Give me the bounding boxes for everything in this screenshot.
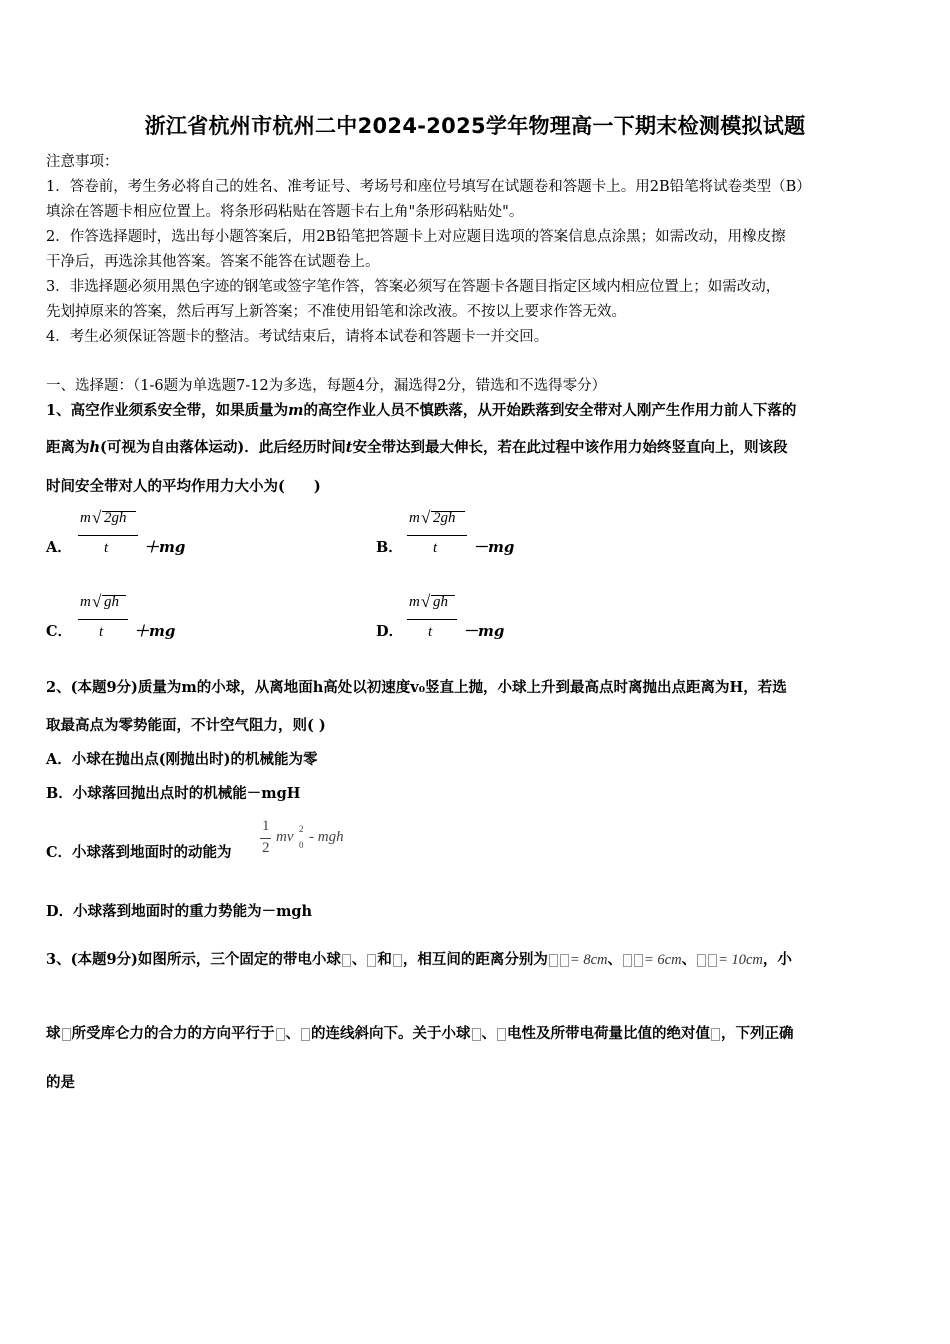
- fraction-numerator-m: m: [409, 594, 420, 610]
- q1-text: 距离为: [46, 439, 90, 456]
- q2-option-c[interactable]: [46, 843, 232, 863]
- distance-1: = 8cm: [569, 952, 608, 968]
- fraction-bar: [407, 619, 457, 620]
- page-title: 浙江省杭州市杭州二中2024-2025学年物理高一下期末检测模拟试题: [144, 114, 806, 138]
- q3-text: 球: [46, 1025, 61, 1042]
- charge-b-symbol: [301, 1028, 310, 1041]
- fraction-radicand: gh: [433, 594, 448, 610]
- formula-numerator: 1: [262, 818, 270, 834]
- point-symbol: [623, 954, 632, 967]
- point-symbol: [634, 954, 643, 967]
- q1-text: (可视为自由落体运动)．此后经历时间: [100, 439, 346, 456]
- q1-option-a-tail: ＋mg: [144, 538, 186, 556]
- sqrt-sign: √: [92, 592, 102, 611]
- distance-2: = 6cm: [643, 952, 682, 968]
- charge-c-symbol: [393, 954, 402, 967]
- formula-mv: mv: [276, 829, 294, 845]
- q3-text: ，下列正确: [721, 1025, 794, 1042]
- charge-a-symbol: [276, 1028, 285, 1041]
- fraction-radicand: 2gh: [433, 510, 456, 526]
- fraction-denominator: t: [104, 540, 109, 556]
- charge-c-symbol: [62, 1028, 71, 1041]
- charge-a-symbol: [472, 1028, 481, 1041]
- fraction-bar: [407, 535, 467, 536]
- q3-stem-line3: 的是: [46, 1074, 75, 1091]
- q1-option-a-fraction: [78, 510, 140, 560]
- ratio-k-symbol: [711, 1028, 720, 1041]
- q2-option-a[interactable]: A．小球在抛出点(刚抛出时)的机械能为零: [46, 751, 318, 768]
- q3-text: 、: [351, 951, 367, 968]
- q1-var-t: t: [345, 439, 353, 456]
- q1-option-d-fraction: [407, 594, 459, 644]
- fraction-radicand: 2gh: [104, 510, 127, 526]
- fraction-numerator-m: m: [80, 594, 91, 610]
- notice-heading: 注意事项：: [46, 154, 119, 170]
- q1-option-d-label[interactable]: D．: [376, 623, 404, 640]
- sqrt-sign: √: [421, 508, 431, 527]
- fraction-bar: [78, 619, 128, 620]
- q1-var-h: h: [89, 439, 101, 456]
- q3-text: 所受库仑力的合力的方向平行于: [71, 1025, 275, 1042]
- q1-text: 1、高空作业须系安全带，如果质量为: [46, 402, 289, 419]
- point-symbol: [708, 954, 717, 967]
- q1-option-c-label[interactable]: C．: [46, 623, 73, 640]
- q2-option-d[interactable]: D．小球落到地面时的重力势能为－mgh: [46, 903, 313, 920]
- q3-text: 3、(本题9分)如图所示，三个固定的带电小球: [46, 951, 341, 968]
- q3-text: ，相互间的距离分别为: [402, 951, 548, 968]
- point-symbol: [697, 954, 706, 967]
- formula-bar: [260, 838, 271, 839]
- q1-stem-line2: [46, 438, 787, 458]
- section-heading: 一、选择题：（1-6题为单选题7-12为多选，每题4分，漏选得2分，错选和不选得零分）: [46, 378, 607, 394]
- charge-a-symbol: [342, 954, 351, 967]
- q1-text: 安全带达到最大伸长，若在此过程中该作用力始终竖直向上，则该段: [352, 439, 788, 456]
- fraction-numerator-m: m: [409, 510, 420, 526]
- charge-b-symbol: [367, 954, 376, 967]
- q1-option-a-label[interactable]: A．: [46, 539, 72, 556]
- q1-option-d-tail: －mg: [463, 622, 505, 640]
- fraction-numerator-m: m: [80, 510, 91, 526]
- sqrt-sign: √: [421, 592, 431, 611]
- distance-3: = 10cm: [718, 952, 763, 968]
- formula-superscript: 2: [299, 824, 304, 834]
- fraction-denominator: t: [99, 624, 104, 640]
- notice-line: 先划掉原来的答案，然后再写上新答案；不准使用铅笔和涂改液。不按以上要求作答无效。: [46, 304, 626, 320]
- charge-b-symbol: [497, 1028, 506, 1041]
- q3-text: 电性及所带电荷量比值的绝对值: [507, 1025, 710, 1042]
- fraction-denominator: t: [428, 624, 433, 640]
- q2-stem-line2: 取最高点为零势能面，不计空气阻力，则( ): [46, 717, 326, 734]
- notice-line: 干净后，再选涂其他答案。答案不能答在试题卷上。: [46, 254, 380, 270]
- q1-option-c-tail: ＋mg: [134, 622, 176, 640]
- q3-text: ，小: [762, 951, 792, 968]
- notice-line: 填涂在答题卡相应位置上。将条形码粘贴在答题卡右上角"条形码粘贴处"。: [46, 204, 524, 220]
- q3-text: 的连线斜向下。关于小球: [311, 1025, 471, 1042]
- q1-stem-line3: 时间安全带对人的平均作用力大小为( ): [46, 478, 321, 495]
- q2-option-c-text: C．小球落到地面时的动能为: [46, 844, 232, 861]
- fraction-bar: [78, 535, 138, 536]
- q1-option-b-tail: －mg: [473, 538, 515, 556]
- q1-option-b-fraction: [407, 510, 469, 560]
- sqrt-sign: √: [92, 508, 102, 527]
- notice-line: 1．答卷前，考生务必将自己的姓名、准考证号、考场号和座位号填写在试题卷和答题卡上。用2B铅笔将试卷类型（B）: [46, 179, 811, 195]
- q1-var-m: m: [288, 402, 304, 419]
- formula-subscript: 0: [299, 840, 304, 850]
- q1-option-b-label[interactable]: B．: [376, 539, 403, 556]
- fraction-denominator: t: [433, 540, 438, 556]
- q3-stem-line2: 球 所受库仑力的合力的方向平行于 、 的连线斜向下。关于小球 、 电性及所带电荷量比值的绝对值 ，下列正确: [46, 1025, 794, 1042]
- q3-text: 和: [377, 951, 392, 968]
- formula-rest: - mgh: [309, 829, 344, 845]
- q1-text: 的高空作业人员不慎跌落，从开始跌落到安全带对人刚产生作用力前人下落的: [303, 402, 797, 419]
- q1-option-c-fraction: [78, 594, 130, 644]
- point-symbol: [560, 954, 569, 967]
- q2-option-b[interactable]: B．小球落回抛出点时的机械能－mgH: [46, 785, 301, 802]
- q1-stem-line1: [46, 401, 796, 421]
- notice-line: 4．考生必须保证答题卡的整洁。考试结束后，请将本试卷和答题卡一并交回。: [46, 329, 549, 345]
- point-symbol: [549, 954, 558, 967]
- notice-line: 2．作答选择题时，选出每小题答案后，用2B铅笔把答题卡上对应题目选项的答案信息点涂黑；如需改动，用橡皮擦: [46, 229, 786, 245]
- q2-stem-line1: 2、(本题9分)质量为m的小球，从离地面h高处以初速度v₀竖直上抛，小球上升到最高点时离抛出点距离为H，若选: [46, 679, 787, 696]
- q2-option-c-formula: [259, 818, 369, 866]
- notice-line: 3．非选择题必须用黑色字迹的钢笔或签字笔作答，答案必须写在答题卡各题目指定区域内相应位置上；如需改动，: [46, 279, 781, 295]
- formula-denominator: 2: [262, 840, 270, 856]
- q3-stem-line1: 3、(本题9分)如图所示，三个固定的带电小球 、 和 ，相互间的距离分别为 = 8cm、 = 6cm、 = 10cm，小: [46, 951, 792, 968]
- fraction-radicand: gh: [104, 594, 119, 610]
